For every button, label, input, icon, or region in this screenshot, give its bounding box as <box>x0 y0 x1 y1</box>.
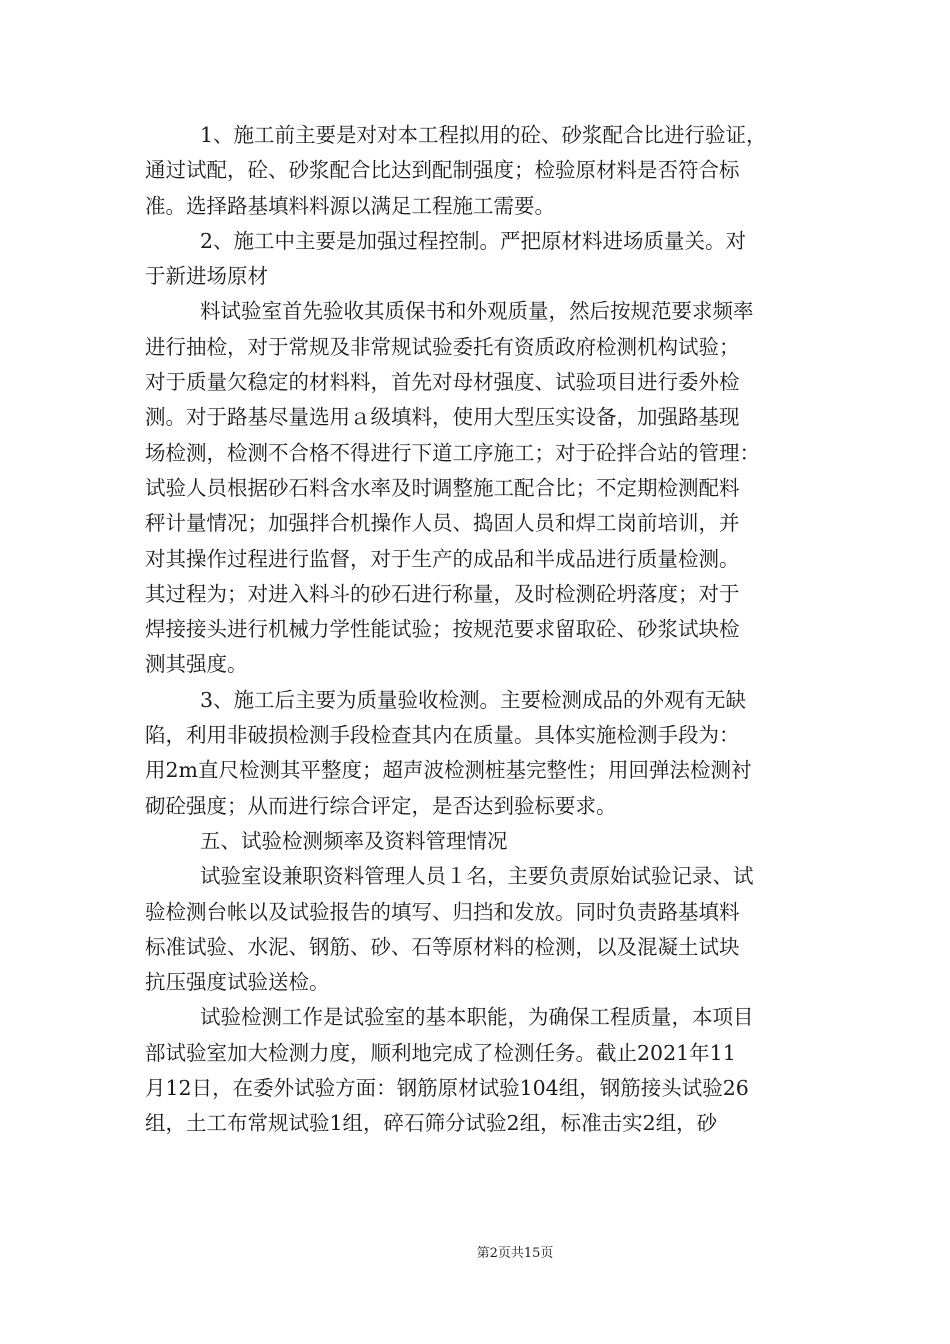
text-line: 五、试验检测频率及资料管理情况 <box>200 828 508 853</box>
text-line: 试验室设兼职资料管理人员１名，主要负责原始试验记录、试 <box>200 864 754 889</box>
text-line: 其过程为；对进入料斗的砂石进行称量，及时检测砼坍落度；对于 <box>145 581 740 606</box>
text-line: 陷，利用非破损检测手段检查其内在质量。具体实施检测手段为： <box>145 723 740 748</box>
text-line: 试验人员根据砂石料含水率及时调整施工配合比；不定期检测配料 <box>145 475 740 500</box>
paragraph <box>145 294 810 682</box>
text-line: 料试验室首先验收其质保书和外观质量，然后按规范要求频率 <box>200 299 754 324</box>
paragraph <box>145 224 810 295</box>
text-line: 部试验室加大检测力度，顺利地完成了检测任务。截止2021年11 <box>145 1040 736 1065</box>
paragraph <box>145 824 810 859</box>
text-line: 于新进场原材 <box>145 264 268 289</box>
text-line: 焊接接头进行机械力学性能试验；按规范要求留取砼、砂浆试块检 <box>145 617 740 642</box>
text-line: 场检测，检测不合格不得进行下道工序施工；对于砼拌合站的管理： <box>145 440 760 465</box>
paragraph <box>145 118 810 224</box>
text-line: 组，土工布常规试验1组，碎石筛分试验2组，标准击实2组，砂 <box>145 1111 718 1136</box>
text-line: 进行抽检，对于常规及非常规试验委托有资质政府检测机构试验； <box>145 334 740 359</box>
text-line: 1、施工前主要是对对本工程拟用的砼、砂浆配合比进行验证， <box>200 123 767 147</box>
document-body <box>145 118 810 1142</box>
text-line: 对于质量欠稳定的材料料，首先对母材强度、试验项目进行委外检 <box>145 370 740 395</box>
text-line: 砌砼强度；从而进行综合评定，是否达到验标要求。 <box>145 793 617 818</box>
text-line: 用2m直尺检测其平整度；超声波检测桩基完整性；用回弹法检测衬 <box>145 758 752 783</box>
page-footer <box>0 1246 950 1262</box>
text-line: 测其强度。 <box>145 652 248 677</box>
text-line: 2、施工中主要是加强过程控制。严把原材料进场质量关。对 <box>200 228 747 253</box>
text-line: 3、施工后主要为质量验收检测。主要检测成品的外观有无缺 <box>200 687 747 712</box>
text-line: 测。对于路基尽量选用ａ级填料，使用大型压实设备，加强路基现 <box>145 405 740 430</box>
text-line: 抗压强度试验送检。 <box>145 970 330 995</box>
paragraph <box>145 1000 810 1141</box>
text-line: 准。选择路基填料料源以满足工程施工需要。 <box>145 193 555 218</box>
text-line: 标准试验、水泥、钢筋、砂、石等原材料的检测，以及混凝土试块 <box>145 934 740 959</box>
page-number-label: 第2页共15页 <box>476 1246 554 1261</box>
text-line: 验检测台帐以及试验报告的填写、归挡和发放。同时负责路基填料 <box>145 899 740 924</box>
text-line: 月12日，在委外试验方面：钢筋原材试验104组，钢筋接头试验26 <box>145 1076 749 1101</box>
text-line: 对其操作过程进行监督，对于生产的成品和半成品进行质量检测。 <box>145 546 740 571</box>
text-line: 通过试配，砼、砂浆配合比达到配制强度；检验原材料是否符合标 <box>145 158 740 183</box>
paragraph <box>145 683 810 824</box>
text-line: 秤计量情况；加强拌合机操作人员、捣固人员和焊工岗前培训，并 <box>145 511 740 536</box>
text-line: 试验检测工作是试验室的基本职能，为确保工程质量，本项目 <box>200 1005 754 1030</box>
paragraph <box>145 859 810 1000</box>
